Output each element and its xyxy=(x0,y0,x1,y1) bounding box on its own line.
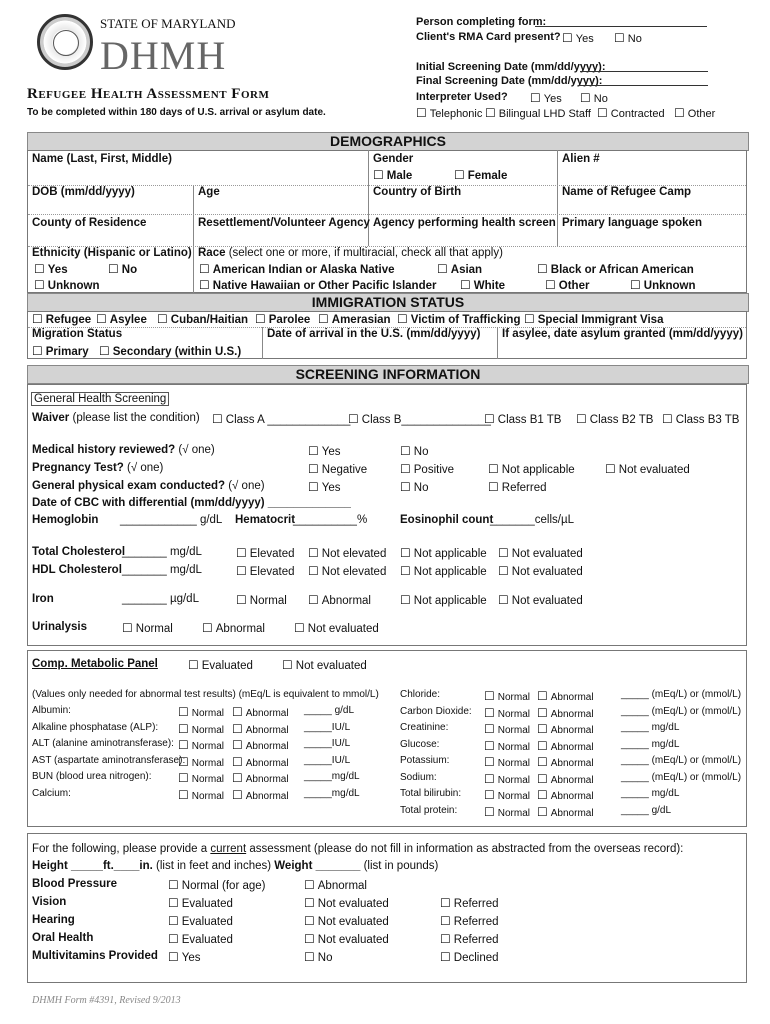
current-assessment-intro: For the following, please provide a current assessment (please do not fill in information as abstracted from the overseas record): xyxy=(32,843,684,855)
hearing-referred-checkbox[interactable]: ☐ Referred xyxy=(440,914,499,928)
county-label: County of Residence xyxy=(32,217,147,229)
vision-not-evaluated-checkbox[interactable]: ☐ Not evaluated xyxy=(304,896,389,910)
eosinophil-label: Eosinophil count xyxy=(400,514,494,526)
medical-history-no-checkbox[interactable]: ☐ No xyxy=(400,444,428,458)
gender-label: Gender xyxy=(373,153,414,165)
migration-secondary-checkbox[interactable]: ☐ Secondary (within U.S.) xyxy=(99,344,241,358)
race-asian-checkbox[interactable]: ☐ Asian xyxy=(437,262,482,276)
oral-health-label: Oral Health xyxy=(32,932,94,944)
class-b2-tb-checkbox[interactable]: ☐ Class B2 TB xyxy=(576,412,653,426)
arrival-date-label: Date of arrival in the U.S. (mm/dd/yyyy) xyxy=(267,328,481,340)
female-checkbox[interactable]: ☐ Female xyxy=(454,168,507,182)
cbc-date-label: Date of CBC with differential (mm/dd/yyyy) _____________ xyxy=(32,497,351,509)
asylum-date-label: If asylee, date asylum granted (mm/dd/yyyy) xyxy=(502,328,743,340)
class-b1-tb-checkbox[interactable]: ☐ Class B1 TB xyxy=(484,412,561,426)
state-name: STATE OF MARYLAND xyxy=(100,16,236,31)
status-cuban-haitian-checkbox[interactable]: ☐ Cuban/Haitian xyxy=(157,312,248,326)
vision-referred-checkbox[interactable]: ☐ Referred xyxy=(440,896,499,910)
metabolic-normal-checkbox[interactable]: ☐ Normal xyxy=(484,739,530,753)
initial-date-label: Initial Screening Date (mm/dd/yyyy): xyxy=(416,61,606,73)
metabolic-normal-checkbox[interactable]: ☐ Normal xyxy=(178,788,224,802)
metabolic-not-evaluated-checkbox[interactable]: ☐ Not evaluated xyxy=(282,658,367,672)
ethnicity-unknown-checkbox[interactable]: ☐ Unknown xyxy=(34,278,100,292)
maryland-seal xyxy=(37,14,93,70)
interpreter-label: Interpreter Used? xyxy=(416,91,508,103)
metabolic-test-label: Potassium: xyxy=(400,755,450,766)
hdl-not-evaluated-checkbox[interactable]: ☐ Not evaluated xyxy=(498,564,583,578)
metabolic-value-field[interactable]: _____ (mEq/L) or (mmol/L) xyxy=(621,705,742,717)
metabolic-value-field[interactable]: _____IU/L xyxy=(304,721,351,733)
total-chol-not-evaluated-checkbox[interactable]: ☐ Not evaluated xyxy=(498,546,583,560)
blood-pressure-label: Blood Pressure xyxy=(32,878,117,890)
class-a-checkbox[interactable]: ☐ Class A _____________ xyxy=(212,412,350,426)
iron-label: Iron xyxy=(32,593,54,605)
urinalysis-normal-checkbox[interactable]: ☐ Normal xyxy=(122,621,173,635)
metabolic-abnormal-checkbox[interactable]: ☐ Abnormal xyxy=(537,689,594,703)
metabolic-value-field[interactable]: _____ (mEq/L) or (mmol/L) xyxy=(621,755,742,766)
oral-referred-checkbox[interactable]: ☐ Referred xyxy=(440,932,499,946)
waiver-label: Waiver (please list the condition) xyxy=(32,412,200,424)
metabolic-abnormal-checkbox[interactable]: ☐ Abnormal xyxy=(537,788,594,802)
dob-label: DOB (mm/dd/yyyy) xyxy=(32,186,135,198)
metabolic-value-field[interactable]: _____ (mEq/L) or (mmol/L) xyxy=(621,689,742,700)
footer-form-number: DHMH Form #4391, Revised 9/2013 xyxy=(32,995,181,1006)
migration-primary-checkbox[interactable]: ☐ Primary xyxy=(32,344,89,358)
metabolic-test-label: ALT (alanine aminotransferase): xyxy=(32,738,174,749)
interpreter-no-checkbox[interactable]: ☐ No xyxy=(580,91,608,105)
metabolic-abnormal-checkbox[interactable]: ☐ Abnormal xyxy=(232,705,289,719)
status-refugee-checkbox[interactable]: ☐ Refugee xyxy=(32,312,91,326)
metabolic-normal-checkbox[interactable]: ☐ Normal xyxy=(178,771,224,785)
metabolic-abnormal-checkbox[interactable]: ☐ Abnormal xyxy=(232,738,289,752)
race-white-checkbox[interactable]: ☐ White xyxy=(460,278,505,292)
height-weight-row: Height _____ft.____in. (list in feet and inches) Weight _______ (list in pounds) xyxy=(32,860,439,872)
interpreter-bilingual-checkbox[interactable]: ☐ Bilingual LHD Staff xyxy=(485,106,591,120)
metabolic-value-field[interactable]: _____IU/L xyxy=(304,754,351,766)
metabolic-test-label: Chloride: xyxy=(400,689,441,700)
physical-exam-label: General physical exam conducted? (√ one) xyxy=(32,480,265,492)
urinalysis-label: Urinalysis xyxy=(32,621,87,633)
person-completing-field[interactable] xyxy=(535,26,707,27)
interpreter-other-checkbox[interactable]: ☐ Other xyxy=(674,106,715,120)
metabolic-value-field[interactable]: _____ g/dL xyxy=(621,804,672,816)
race-native-hawaiian-checkbox[interactable]: ☐ Native Hawaiian or Other Pacific Islander xyxy=(199,278,436,292)
status-parolee-checkbox[interactable]: ☐ Parolee xyxy=(255,312,310,326)
oral-evaluated-checkbox[interactable]: ☐ Evaluated xyxy=(168,932,233,946)
status-asylee-checkbox[interactable]: ☐ Asylee xyxy=(96,312,147,326)
form-subtitle: To be completed within 180 days of U.S. arrival or asylum date. xyxy=(27,107,326,118)
metabolic-normal-checkbox[interactable]: ☐ Normal xyxy=(484,706,530,720)
vision-label: Vision xyxy=(32,896,67,908)
metabolic-normal-checkbox[interactable]: ☐ Normal xyxy=(484,788,530,802)
metabolic-note: (Values only needed for abnormal test results) (mEq/L is equivalent to mmol/L) xyxy=(32,689,379,700)
class-b3-tb-checkbox[interactable]: ☐ Class B3 TB xyxy=(662,412,739,426)
hdl-elevated-checkbox[interactable]: ☐ Elevated xyxy=(236,564,295,578)
hdl-cholesterol-field[interactable]: _______ mg/dL xyxy=(122,564,202,576)
final-date-field[interactable] xyxy=(580,85,708,86)
hematocrit-label: Hematocrit xyxy=(235,514,296,526)
metabolic-value-field[interactable]: _____ mg/dL xyxy=(621,722,680,733)
iron-normal-checkbox[interactable]: ☐ Normal xyxy=(236,593,287,607)
physical-exam-yes-checkbox[interactable]: ☐ Yes xyxy=(308,480,341,494)
ethnicity-yes-checkbox[interactable]: ☐ Yes xyxy=(34,262,68,276)
form-title: Refugee Health Assessment Form xyxy=(27,86,270,102)
metabolic-abnormal-checkbox[interactable]: ☐ Abnormal xyxy=(537,739,594,753)
male-checkbox[interactable]: ☐ Male xyxy=(373,168,412,182)
iron-not-evaluated-checkbox[interactable]: ☐ Not evaluated xyxy=(498,593,583,607)
pregnancy-not-evaluated-checkbox[interactable]: ☐ Not evaluated xyxy=(605,462,690,476)
iron-abnormal-checkbox[interactable]: ☐ Abnormal xyxy=(308,593,371,607)
initial-date-field[interactable] xyxy=(580,71,708,72)
hemoglobin-field[interactable]: ____________ g/dL xyxy=(120,514,223,526)
migration-status-label: Migration Status xyxy=(32,328,123,340)
person-completing-label: Person completing form: xyxy=(416,16,547,28)
ethnicity-label: Ethnicity (Hispanic or Latino) xyxy=(32,247,192,259)
metabolic-test-label: Creatinine: xyxy=(400,722,449,733)
hdl-not-elevated-checkbox[interactable]: ☐ Not elevated xyxy=(308,564,386,578)
vitamins-yes-checkbox[interactable]: ☐ Yes xyxy=(168,950,201,964)
vitamins-no-checkbox[interactable]: ☐ No xyxy=(304,950,332,964)
metabolic-normal-checkbox[interactable]: ☐ Normal xyxy=(178,722,224,736)
name-label: Name (Last, First, Middle) xyxy=(32,153,172,165)
metabolic-normal-checkbox[interactable]: ☐ Normal xyxy=(484,722,530,736)
hematocrit-field[interactable]: __________% xyxy=(293,514,368,526)
metabolic-test-label: Total protein: xyxy=(400,804,458,816)
metabolic-normal-checkbox[interactable]: ☐ Normal xyxy=(484,755,530,769)
urinalysis-not-evaluated-checkbox[interactable]: ☐ Not evaluated xyxy=(294,621,379,635)
vision-evaluated-checkbox[interactable]: ☐ Evaluated xyxy=(168,896,233,910)
race-black-checkbox[interactable]: ☐ Black or African American xyxy=(537,262,694,276)
class-b-checkbox[interactable]: ☐ Class B______________ xyxy=(348,412,491,426)
eosinophil-field[interactable]: _______cells/µL xyxy=(490,514,574,526)
metabolic-abnormal-checkbox[interactable]: ☐ Abnormal xyxy=(232,755,289,769)
vitamins-declined-checkbox[interactable]: ☐ Declined xyxy=(440,950,499,964)
metabolic-value-field[interactable]: _____ g/dL xyxy=(304,705,355,716)
metabolic-test-label: Total bilirubin: xyxy=(400,788,462,799)
metabolic-test-label: Albumin: xyxy=(32,705,71,716)
metabolic-test-label: Carbon Dioxide: xyxy=(400,705,472,717)
physical-exam-referred-checkbox[interactable]: ☐ Referred xyxy=(488,480,547,494)
pregnancy-not-applicable-checkbox[interactable]: ☐ Not applicable xyxy=(488,462,575,476)
rma-card-label: Client's RMA Card present? xyxy=(416,31,561,43)
screening-header: SCREENING INFORMATION xyxy=(27,365,749,384)
resettlement-agency-label: Resettlement/Volunteer Agency xyxy=(198,217,370,229)
metabolic-test-label: AST (aspartate aminotransferase): xyxy=(32,754,186,766)
metabolic-value-field[interactable]: _____mg/dL xyxy=(304,787,360,799)
hemoglobin-label: Hemoglobin xyxy=(32,514,99,526)
bp-abnormal-checkbox[interactable]: ☐ Abnormal xyxy=(304,878,367,892)
total-chol-not-applicable-checkbox[interactable]: ☐ Not applicable xyxy=(400,546,487,560)
metabolic-evaluated-checkbox[interactable]: ☐ Evaluated xyxy=(188,658,253,672)
general-health-label: General Health Screening xyxy=(31,392,169,406)
race-unknown-checkbox[interactable]: ☐ Unknown xyxy=(630,278,696,292)
race-other-checkbox[interactable]: ☐ Other xyxy=(545,278,589,292)
hdl-not-applicable-checkbox[interactable]: ☐ Not applicable xyxy=(400,564,487,578)
screening-agency-label: Agency performing health screen xyxy=(373,217,556,229)
total-cholesterol-field[interactable]: _______ mg/dL xyxy=(122,546,202,558)
metabolic-normal-checkbox[interactable]: ☐ Normal xyxy=(484,805,530,819)
interpreter-yes-checkbox[interactable]: ☐ Yes xyxy=(530,91,562,105)
total-cholesterol-label: Total Cholesterol xyxy=(32,546,126,558)
pregnancy-negative-checkbox[interactable]: ☐ Negative xyxy=(308,462,367,476)
metabolic-test-label: BUN (blood urea nitrogen): xyxy=(32,771,152,782)
medical-history-label: Medical history reviewed? (√ one) xyxy=(32,444,215,456)
total-chol-not-elevated-checkbox[interactable]: ☐ Not elevated xyxy=(308,546,386,560)
metabolic-abnormal-checkbox[interactable]: ☐ Abnormal xyxy=(232,722,289,736)
status-trafficking-checkbox[interactable]: ☐ Victim of Trafficking xyxy=(397,312,520,326)
metabolic-normal-checkbox[interactable]: ☐ Normal xyxy=(484,772,530,786)
metabolic-abnormal-checkbox[interactable]: ☐ Abnormal xyxy=(537,706,594,720)
metabolic-abnormal-checkbox[interactable]: ☐ Abnormal xyxy=(232,771,289,785)
country-of-birth-label: Country of Birth xyxy=(373,186,462,198)
multivitamins-label: Multivitamins Provided xyxy=(32,950,158,962)
metabolic-value-field[interactable]: _____ (mEq/L) or (mmol/L) xyxy=(621,771,742,783)
immigration-header: IMMIGRATION STATUS xyxy=(27,293,749,312)
metabolic-value-field[interactable]: _____ mg/dL xyxy=(621,738,680,750)
pregnancy-positive-checkbox[interactable]: ☐ Positive xyxy=(400,462,454,476)
final-date-label: Final Screening Date (mm/dd/yyyy): xyxy=(416,75,603,87)
rma-yes-checkbox[interactable]: ☐ Yes xyxy=(562,31,594,45)
interpreter-telephonic-checkbox[interactable]: ☐ Telephonic xyxy=(416,106,482,120)
metabolic-test-label: Sodium: xyxy=(400,771,437,783)
oral-not-evaluated-checkbox[interactable]: ☐ Not evaluated xyxy=(304,932,389,946)
metabolic-abnormal-checkbox[interactable]: ☐ Abnormal xyxy=(537,805,594,819)
metabolic-value-field[interactable]: _____mg/dL xyxy=(304,771,360,782)
interpreter-contracted-checkbox[interactable]: ☐ Contracted xyxy=(597,106,665,120)
total-chol-elevated-checkbox[interactable]: ☐ Elevated xyxy=(236,546,295,560)
metabolic-abnormal-checkbox[interactable]: ☐ Abnormal xyxy=(232,788,289,802)
pregnancy-label: Pregnancy Test? (√ one) xyxy=(32,462,164,474)
race-american-indian-checkbox[interactable]: ☐ American Indian or Alaska Native xyxy=(199,262,395,276)
metabolic-value-field[interactable]: _____IU/L xyxy=(304,738,351,749)
metabolic-panel-title: Comp. Metabolic Panel xyxy=(32,658,158,670)
hearing-not-evaluated-checkbox[interactable]: ☐ Not evaluated xyxy=(304,914,389,928)
rma-no-checkbox[interactable]: ☐ No xyxy=(614,31,642,45)
iron-not-applicable-checkbox[interactable]: ☐ Not applicable xyxy=(400,593,487,607)
status-special-visa-checkbox[interactable]: ☐ Special Immigrant Visa xyxy=(524,312,663,326)
iron-field[interactable]: _______ µg/dL xyxy=(122,593,199,605)
demographics-header: DEMOGRAPHICS xyxy=(27,132,749,151)
hearing-label: Hearing xyxy=(32,914,75,926)
metabolic-value-field[interactable]: _____ mg/dL xyxy=(621,788,680,799)
metabolic-normal-checkbox[interactable]: ☐ Normal xyxy=(484,689,530,703)
refugee-camp-label: Name of Refugee Camp xyxy=(562,186,692,198)
bp-normal-checkbox[interactable]: ☐ Normal (for age) xyxy=(168,878,265,892)
urinalysis-abnormal-checkbox[interactable]: ☐ Abnormal xyxy=(202,621,265,635)
metabolic-abnormal-checkbox[interactable]: ☐ Abnormal xyxy=(537,722,594,736)
alien-number-label: Alien # xyxy=(562,153,600,165)
metabolic-normal-checkbox[interactable]: ☐ Normal xyxy=(178,705,224,719)
metabolic-normal-checkbox[interactable]: ☐ Normal xyxy=(178,755,224,769)
metabolic-abnormal-checkbox[interactable]: ☐ Abnormal xyxy=(537,772,594,786)
medical-history-yes-checkbox[interactable]: ☐ Yes xyxy=(308,444,341,458)
physical-exam-no-checkbox[interactable]: ☐ No xyxy=(400,480,428,494)
hearing-evaluated-checkbox[interactable]: ☐ Evaluated xyxy=(168,914,233,928)
metabolic-test-label: Glucose: xyxy=(400,738,440,750)
hdl-cholesterol-label: HDL Cholesterol xyxy=(32,564,122,576)
metabolic-normal-checkbox[interactable]: ☐ Normal xyxy=(178,738,224,752)
age-label: Age xyxy=(198,186,220,198)
language-label: Primary language spoken xyxy=(562,217,702,229)
ethnicity-no-checkbox[interactable]: ☐ No xyxy=(108,262,137,276)
metabolic-abnormal-checkbox[interactable]: ☐ Abnormal xyxy=(537,755,594,769)
metabolic-test-label: Alkaline phosphatase (ALP): xyxy=(32,721,159,733)
race-label: Race (select one or more, if multiracial, check all that apply) xyxy=(198,247,503,259)
metabolic-test-label: Calcium: xyxy=(32,787,71,799)
agency-logo: DHMH xyxy=(100,33,227,78)
status-amerasian-checkbox[interactable]: ☐ Amerasian xyxy=(318,312,391,326)
